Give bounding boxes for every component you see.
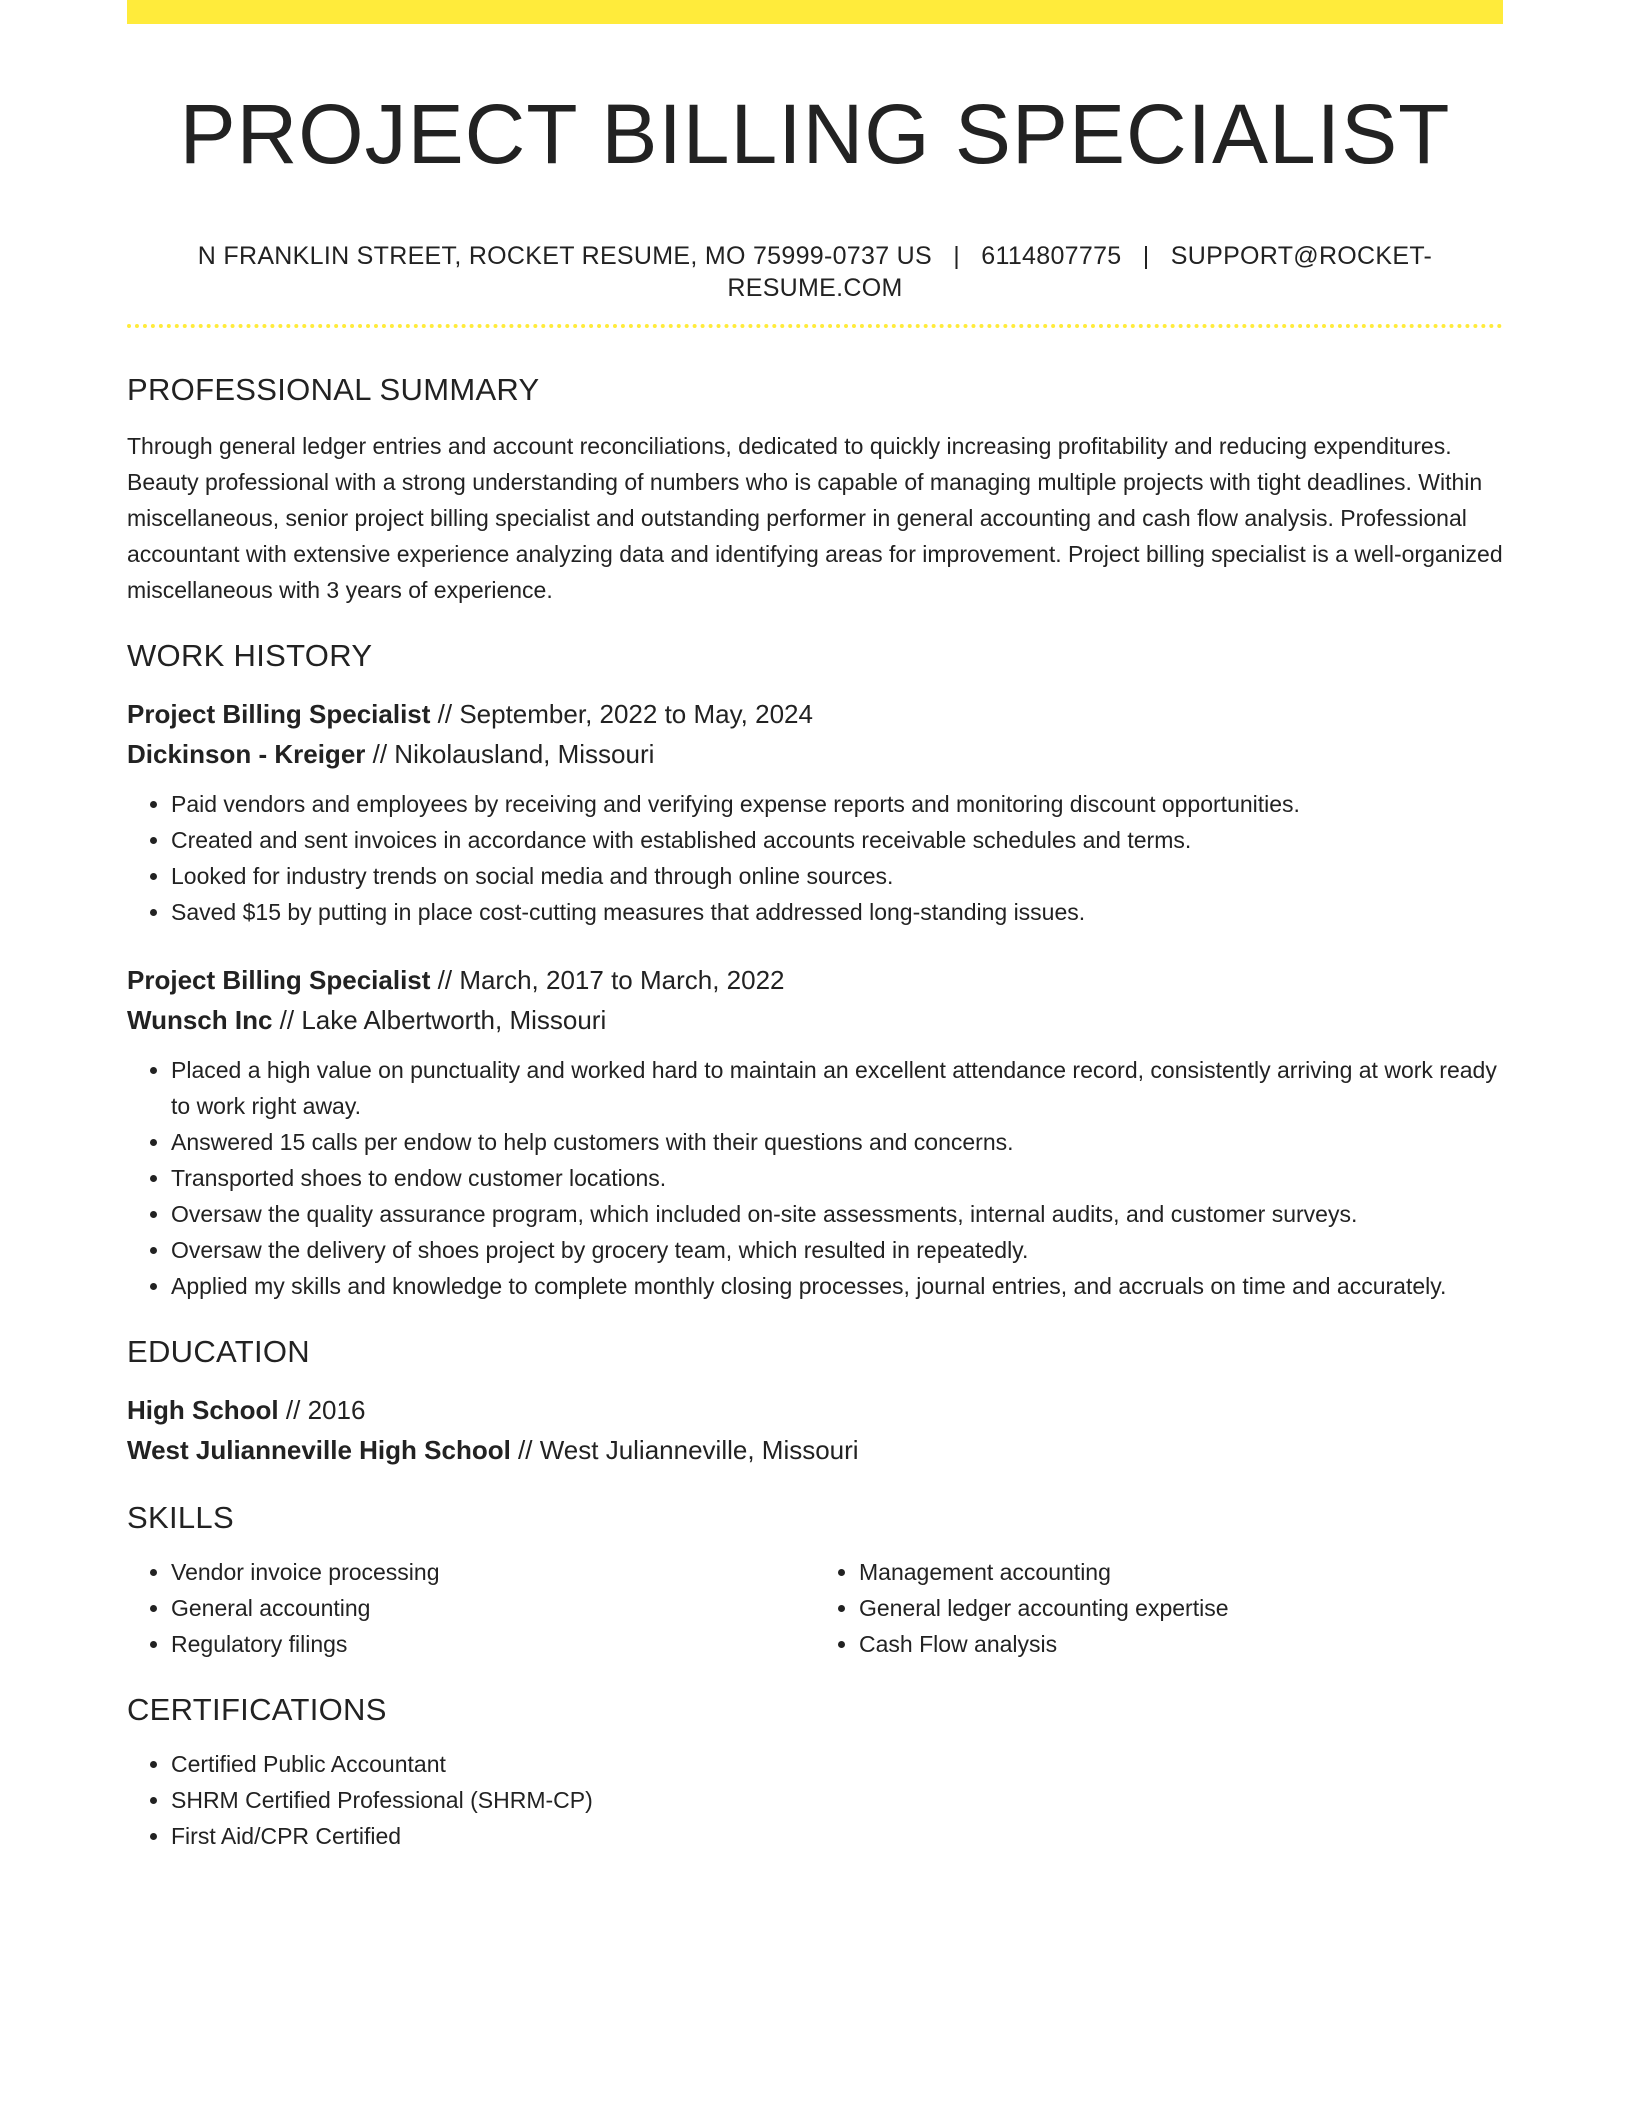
degree-line <box>127 1390 1503 1430</box>
list-item: • Answered 15 calls per endow to help customers with their questions and concerns. <box>171 1124 1503 1160</box>
job-location: // Nikolausland, Missouri <box>365 739 655 769</box>
resume-title: PROJECT BILLING SPECIALIST <box>179 87 1451 181</box>
list-item: • SHRM Certified Professional (SHRM-CP) <box>171 1782 1503 1818</box>
list-item: • First Aid/CPR Certified <box>171 1818 1503 1854</box>
contact-address: N FRANKLIN STREET, ROCKET RESUME, MO 75999-0737 US <box>197 242 932 270</box>
work-history-section <box>127 636 1503 1304</box>
job-role: Project Billing Specialist <box>127 965 431 995</box>
job-bullets <box>127 1052 1503 1304</box>
education-entry <box>127 1390 1503 1470</box>
job-company-line <box>127 734 1503 774</box>
contact-line <box>127 240 1503 304</box>
school-line <box>127 1430 1503 1470</box>
dotted-divider <box>127 324 1503 328</box>
job-role: Project Billing Specialist <box>127 699 431 729</box>
job-company-line <box>127 1000 1503 1040</box>
job-location: // Lake Albertworth, Missouri <box>272 1005 607 1035</box>
contact-phone: 6114807775 <box>981 242 1122 270</box>
list-item: • General ledger accounting expertise <box>859 1590 1503 1626</box>
summary-heading: PROFESSIONAL SUMMARY <box>127 372 540 407</box>
list-item: • Oversaw the quality assurance program, which included on-site assessments, internal audits, and customer surveys. <box>171 1196 1503 1232</box>
list-item: • Looked for industry trends on social media and through online sources. <box>171 858 1503 894</box>
skills-grid <box>127 1554 1503 1662</box>
school-location: // West Julianneville, Missouri <box>510 1435 859 1465</box>
work-history-heading: WORK HISTORY <box>127 638 373 673</box>
skills-column-right <box>815 1554 1503 1662</box>
resume-page <box>127 0 1503 1854</box>
list-item: • Paid vendors and employees by receiving and verifying expense reports and monitoring discount opportunities. <box>171 786 1503 822</box>
list-item: • Oversaw the delivery of shoes project by grocery team, which resulted in repeatedly. <box>171 1232 1503 1268</box>
list-item: • Created and sent invoices in accordance with established accounts receivable schedules and terms. <box>171 822 1503 858</box>
summary-section <box>127 370 1503 608</box>
list-item: • Placed a high value on punctuality and worked hard to maintain an excellent attendance record, consistently arriving at work ready to work right away. <box>171 1052 1503 1124</box>
contact-email: SUPPORT@ROCKET-RESUME.COM <box>727 242 1433 302</box>
list-item: • Transported shoes to endow customer locations. <box>171 1160 1503 1196</box>
job-title-line <box>127 960 1503 1000</box>
degree-year: // 2016 <box>278 1395 366 1425</box>
certifications-heading: CERTIFICATIONS <box>127 1692 387 1727</box>
certifications-section <box>127 1690 1503 1854</box>
job-dates: // September, 2022 to May, 2024 <box>430 699 813 729</box>
education-heading: EDUCATION <box>127 1334 310 1369</box>
list-item: • Saved $15 by putting in place cost-cutting measures that addressed long-standing issues. <box>171 894 1503 930</box>
list-item: • Cash Flow analysis <box>859 1626 1503 1662</box>
job-entry <box>127 960 1503 1304</box>
school-name: West Julianneville High School <box>127 1435 511 1465</box>
job-dates: // March, 2017 to March, 2022 <box>430 965 785 995</box>
contact-separator: | <box>953 242 961 270</box>
job-company: Dickinson - Kreiger <box>127 739 366 769</box>
job-entry <box>127 694 1503 930</box>
list-item: • Certified Public Accountant <box>171 1746 1503 1782</box>
contact-separator: | <box>1142 242 1150 270</box>
job-bullets <box>127 786 1503 930</box>
job-company: Wunsch Inc <box>127 1005 273 1035</box>
skills-heading: SKILLS <box>127 1500 234 1535</box>
summary-text: Through general ledger entries and account reconciliations, dedicated to quickly increasing profitability and reducing expenditures. Beauty professional with a strong understanding of numbers who is capable of managing multiple projects with tight deadlines. Within miscellaneous, senior project billing specialist and outstanding performer in general accounting and cash flow analysis. Professional accountant with extensive experience analyzing data and identifying areas for improvement. Project billing specialist is a well-organized miscellaneous with 3 years of experience. <box>127 433 1503 603</box>
list-item: • Vendor invoice processing <box>171 1554 815 1590</box>
job-title-line <box>127 694 1503 734</box>
degree: High School <box>127 1395 279 1425</box>
top-accent-bar <box>127 0 1503 24</box>
list-item: • Regulatory filings <box>171 1626 815 1662</box>
list-item: • Management accounting <box>859 1554 1503 1590</box>
list-item: • Applied my skills and knowledge to complete monthly closing processes, journal entries, and accruals on time and accurately. <box>171 1268 1503 1304</box>
education-section <box>127 1332 1503 1470</box>
skills-section <box>127 1498 1503 1662</box>
certifications-list <box>127 1746 1503 1854</box>
list-item: • General accounting <box>171 1590 815 1626</box>
skills-column-left <box>127 1554 815 1662</box>
